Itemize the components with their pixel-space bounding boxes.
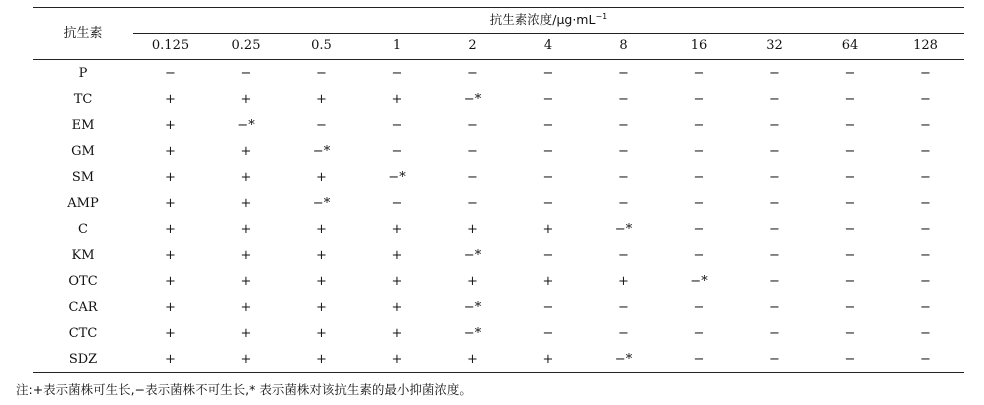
growth-cell: − bbox=[844, 300, 856, 315]
growth-cell: − bbox=[618, 170, 629, 185]
growth-cell: − bbox=[844, 248, 856, 263]
growth-cell: + bbox=[542, 352, 554, 367]
growth-cell: − bbox=[844, 274, 856, 289]
growth-cell: − bbox=[542, 66, 554, 81]
growth-cell: − bbox=[618, 196, 629, 211]
growth-cell: + bbox=[165, 248, 176, 263]
antibiotic-name: CAR bbox=[68, 300, 98, 315]
growth-cell: − bbox=[467, 66, 478, 81]
growth-cell: − bbox=[769, 118, 780, 133]
growth-cell: −* bbox=[463, 300, 482, 315]
growth-cell: − bbox=[769, 170, 780, 185]
concentration-header: 128 bbox=[913, 38, 938, 53]
growth-cell: + bbox=[316, 170, 327, 185]
growth-cell: − bbox=[693, 92, 705, 107]
growth-cell: −* bbox=[614, 352, 633, 367]
growth-cell: − bbox=[618, 300, 629, 315]
growth-cell: + bbox=[165, 326, 176, 341]
growth-cell: −* bbox=[388, 170, 406, 185]
growth-cell: − bbox=[693, 118, 705, 133]
growth-cell: − bbox=[769, 352, 780, 367]
growth-cell: + bbox=[165, 170, 176, 185]
growth-cell: + bbox=[240, 222, 252, 237]
growth-cell: + bbox=[240, 326, 252, 341]
growth-cell: + bbox=[240, 300, 252, 315]
header-sub-rule bbox=[133, 33, 964, 34]
concentration-header: 0.125 bbox=[151, 38, 190, 53]
growth-cell: − bbox=[769, 92, 780, 107]
growth-cell: + bbox=[165, 196, 176, 211]
table-top-rule bbox=[33, 7, 964, 8]
header-bottom-rule bbox=[33, 59, 964, 60]
growth-cell: − bbox=[693, 144, 705, 159]
growth-cell: − bbox=[618, 66, 629, 81]
growth-cell: − bbox=[693, 170, 705, 185]
growth-cell: −* bbox=[690, 274, 708, 289]
growth-cell: − bbox=[391, 66, 403, 81]
growth-cell: + bbox=[240, 274, 252, 289]
growth-cell: − bbox=[693, 352, 705, 367]
growth-cell: − bbox=[920, 222, 931, 237]
concentration-header-exponent: −1 bbox=[595, 11, 608, 21]
growth-cell: + bbox=[165, 222, 176, 237]
concentration-header-text: 抗生素浓度/μg·mL bbox=[489, 12, 596, 27]
growth-cell: −* bbox=[312, 196, 331, 211]
growth-cell: −* bbox=[463, 92, 482, 107]
growth-cell: − bbox=[542, 170, 554, 185]
growth-cell: + bbox=[240, 352, 252, 367]
growth-cell: + bbox=[467, 274, 478, 289]
antibiotic-name: OTC bbox=[68, 274, 98, 289]
table-footnote: 注:+表示菌株可生长,−表示菌株不可生长,* 表示菌株对该抗生素的最小抑菌浓度。 bbox=[16, 382, 472, 397]
growth-cell: − bbox=[693, 66, 705, 81]
growth-cell: + bbox=[165, 118, 176, 133]
growth-cell: − bbox=[920, 170, 931, 185]
growth-cell: − bbox=[316, 118, 327, 133]
growth-cell: − bbox=[844, 222, 856, 237]
growth-cell: − bbox=[467, 196, 478, 211]
antibiotic-name: SM bbox=[71, 170, 95, 185]
growth-cell: + bbox=[316, 326, 327, 341]
growth-cell: + bbox=[391, 352, 403, 367]
growth-cell: − bbox=[844, 352, 856, 367]
growth-cell: + bbox=[391, 222, 403, 237]
growth-cell: − bbox=[542, 118, 554, 133]
growth-cell: + bbox=[467, 222, 478, 237]
antibiotic-name: C bbox=[78, 222, 88, 237]
growth-cell: + bbox=[165, 352, 176, 367]
growth-cell: + bbox=[316, 248, 327, 263]
growth-cell: − bbox=[920, 326, 931, 341]
growth-cell: + bbox=[316, 274, 327, 289]
growth-cell: −* bbox=[312, 144, 331, 159]
growth-cell: + bbox=[542, 222, 554, 237]
concentration-header: 1 bbox=[392, 38, 402, 53]
growth-cell: − bbox=[769, 196, 780, 211]
growth-cell: − bbox=[920, 274, 931, 289]
growth-cell: + bbox=[316, 352, 327, 367]
growth-cell: − bbox=[693, 326, 705, 341]
growth-cell: − bbox=[542, 300, 554, 315]
growth-cell: − bbox=[165, 66, 176, 81]
antibiotic-name: EM bbox=[71, 118, 95, 133]
growth-cell: + bbox=[165, 300, 176, 315]
growth-cell: − bbox=[618, 92, 629, 107]
growth-cell: − bbox=[391, 118, 403, 133]
growth-cell: −* bbox=[463, 248, 482, 263]
growth-cell: − bbox=[844, 326, 856, 341]
growth-cell: − bbox=[542, 326, 554, 341]
growth-cell: − bbox=[920, 196, 931, 211]
growth-cell: − bbox=[542, 248, 554, 263]
antibiotic-name: TC bbox=[73, 92, 93, 107]
growth-cell: − bbox=[844, 66, 856, 81]
growth-cell: + bbox=[165, 144, 176, 159]
growth-cell: + bbox=[391, 300, 403, 315]
concentration-header: 64 bbox=[841, 38, 859, 53]
growth-cell: + bbox=[240, 92, 252, 107]
growth-cell: − bbox=[618, 144, 629, 159]
growth-cell: − bbox=[542, 144, 554, 159]
growth-cell: − bbox=[467, 144, 478, 159]
growth-cell: + bbox=[391, 274, 403, 289]
growth-cell: − bbox=[920, 118, 931, 133]
growth-cell: −* bbox=[463, 326, 482, 341]
growth-cell: − bbox=[769, 300, 780, 315]
growth-cell: − bbox=[693, 222, 705, 237]
growth-cell: + bbox=[240, 248, 252, 263]
concentration-header: 32 bbox=[766, 38, 783, 53]
antibiotic-name: SDZ bbox=[68, 352, 98, 367]
growth-cell: + bbox=[240, 170, 252, 185]
growth-cell: + bbox=[542, 274, 554, 289]
growth-cell: + bbox=[165, 92, 176, 107]
concentration-header: 0.5 bbox=[311, 38, 332, 53]
growth-cell: − bbox=[467, 118, 478, 133]
growth-cell: − bbox=[769, 144, 780, 159]
antibiotic-name: AMP bbox=[67, 196, 99, 211]
concentration-header: 0.25 bbox=[231, 38, 261, 53]
concentration-header: 8 bbox=[619, 38, 628, 53]
growth-cell: − bbox=[693, 300, 705, 315]
growth-cell: + bbox=[165, 274, 176, 289]
growth-cell: − bbox=[844, 92, 856, 107]
growth-cell: − bbox=[618, 326, 629, 341]
concentration-header: 2 bbox=[468, 38, 477, 53]
antibiotic-name: CTC bbox=[68, 326, 98, 341]
growth-cell: − bbox=[920, 248, 931, 263]
growth-cell: − bbox=[391, 144, 403, 159]
growth-cell: − bbox=[769, 274, 780, 289]
growth-cell: + bbox=[467, 352, 478, 367]
growth-cell: − bbox=[920, 92, 931, 107]
growth-cell: − bbox=[920, 352, 931, 367]
growth-cell: − bbox=[769, 66, 780, 81]
growth-cell: − bbox=[844, 118, 856, 133]
growth-cell: − bbox=[618, 248, 629, 263]
growth-cell: − bbox=[920, 300, 931, 315]
growth-cell: − bbox=[844, 170, 856, 185]
concentration-header: 4 bbox=[543, 38, 553, 53]
growth-cell: + bbox=[391, 248, 403, 263]
antibiotic-column-header: 抗生素 bbox=[63, 26, 103, 41]
growth-cell: − bbox=[542, 196, 554, 211]
growth-cell: − bbox=[391, 196, 403, 211]
growth-cell: − bbox=[844, 196, 856, 211]
growth-cell: + bbox=[316, 222, 327, 237]
growth-cell: + bbox=[316, 300, 327, 315]
antibiotic-name: KM bbox=[71, 248, 95, 263]
table-bottom-rule bbox=[33, 372, 964, 373]
growth-cell: − bbox=[693, 196, 705, 211]
concentration-group-header bbox=[133, 13, 964, 27]
growth-cell: + bbox=[240, 196, 252, 211]
growth-cell: −* bbox=[614, 222, 633, 237]
growth-cell: + bbox=[618, 274, 629, 289]
growth-cell: − bbox=[693, 248, 705, 263]
growth-cell: − bbox=[844, 144, 856, 159]
growth-cell: − bbox=[467, 170, 478, 185]
growth-cell: − bbox=[316, 66, 327, 81]
concentration-header: 16 bbox=[690, 38, 708, 53]
growth-cell: − bbox=[769, 248, 780, 263]
growth-cell: + bbox=[391, 326, 403, 341]
growth-cell: − bbox=[618, 118, 629, 133]
growth-cell: + bbox=[240, 144, 252, 159]
antibiotic-name: GM bbox=[71, 144, 95, 159]
growth-cell: − bbox=[920, 66, 931, 81]
growth-cell: + bbox=[316, 92, 327, 107]
growth-cell: − bbox=[769, 222, 780, 237]
growth-cell: − bbox=[920, 144, 931, 159]
growth-cell: − bbox=[769, 326, 780, 341]
antibiotic-name: P bbox=[78, 66, 88, 81]
growth-cell: + bbox=[391, 92, 403, 107]
growth-cell: −* bbox=[237, 118, 255, 133]
growth-cell: − bbox=[542, 92, 554, 107]
growth-cell: − bbox=[240, 66, 252, 81]
